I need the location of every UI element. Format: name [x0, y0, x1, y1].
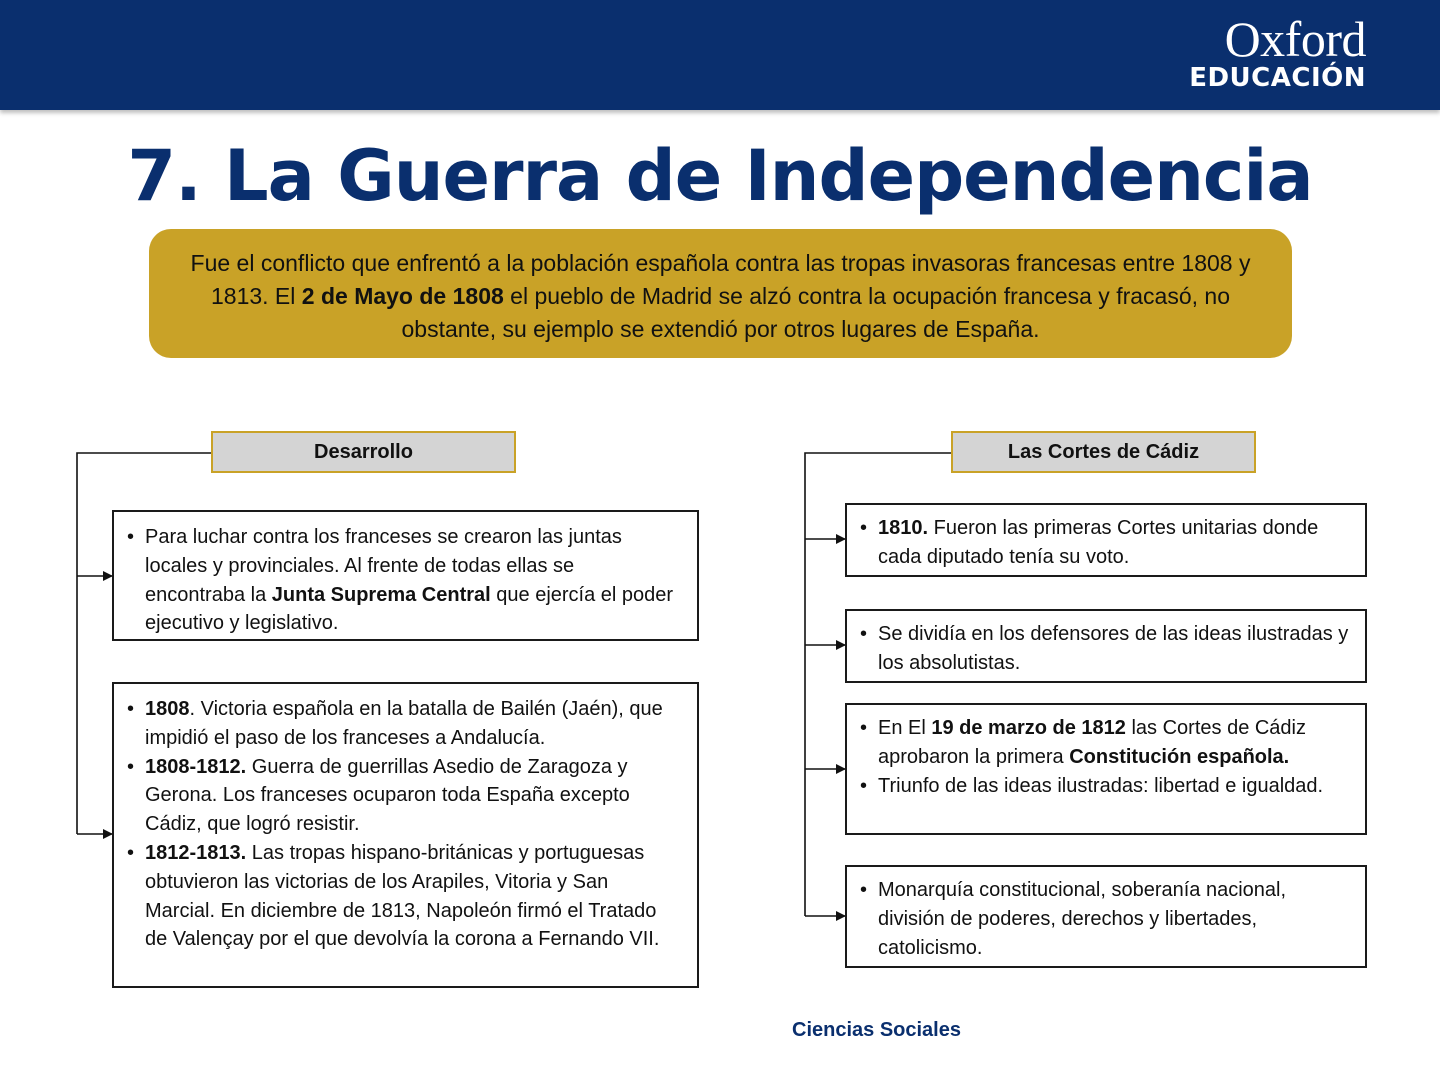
- list-item: • 1810. Fueron las primeras Cortes unitarias donde cada diputado tenía su voto.: [849, 514, 1351, 572]
- page-title: 7. La Guerra de Independencia: [127, 135, 1313, 217]
- list-item: • Se dividía en los defensores de las ideas ilustradas y los absolutistas.: [849, 620, 1351, 678]
- list-item: • Para luchar contra los franceses se crearon las juntas locales y provinciales. Al frente de todas ellas se encontraba la Junta Suprema Central que ejercía el poder ejecutivo y legislativo.: [116, 523, 677, 638]
- cortes-box-monarquia: [845, 865, 1367, 968]
- cortes-box-1810: [845, 503, 1367, 577]
- list-item: • 1808-1812. Guerra de guerrillas Asedio de Zaragoza y Gerona. Los franceses ocuparon toda España excepto Cádiz, que logró resistir.: [116, 753, 677, 839]
- intro-date-highlight: 2 de Mayo de 1808: [301, 283, 504, 309]
- list-item: • En El 19 de marzo de 1812 las Cortes de Cádiz aprobaron la primera Constitución española.: [849, 714, 1351, 772]
- intro-text-start: Fue el conflicto que enfrentó a la población española contra las tropas invasoras francesas entre 1808 y 1813. El: [190, 250, 1251, 309]
- list-item: • Triunfo de las ideas ilustradas: libertad e igualdad.: [849, 772, 1351, 801]
- desarrollo-header: Desarrollo: [211, 431, 516, 473]
- desarrollo-box-timeline: [112, 682, 699, 988]
- cortes-box-ideas: [845, 609, 1367, 683]
- list-item: • Monarquía constitucional, soberanía nacional, división de poderes, derechos y libertades, catolicismo.: [849, 876, 1351, 962]
- intro-text-end: el pueblo de Madrid se alzó contra la ocupación francesa y fracasó, no obstante, su ejemplo se extendió por otros lugares de España.: [401, 283, 1230, 342]
- logo-subtitle: EDUCACIÓN: [1189, 63, 1366, 93]
- desarrollo-box-juntas: [112, 510, 699, 641]
- list-item: • 1812-1813. Las tropas hispano-británicas y portuguesas obtuvieron las victorias de los Arapiles, Vitoria y San Marcial. En diciembre de 1813, Napoleón firmó el Tratado de Valençay por el que devolvía la corona a Fernando VII.: [116, 839, 677, 954]
- cortes-box-constitucion: [845, 703, 1367, 835]
- list-item: • 1808. Victoria española en la batalla de Bailén (Jaén), que impidió el paso de los franceses a Andalucía.: [116, 695, 677, 753]
- cortes-header: Las Cortes de Cádiz: [951, 431, 1256, 473]
- logo-wordmark: Oxford: [1224, 11, 1366, 67]
- footer-subject: Ciencias Sociales: [792, 1019, 961, 1041]
